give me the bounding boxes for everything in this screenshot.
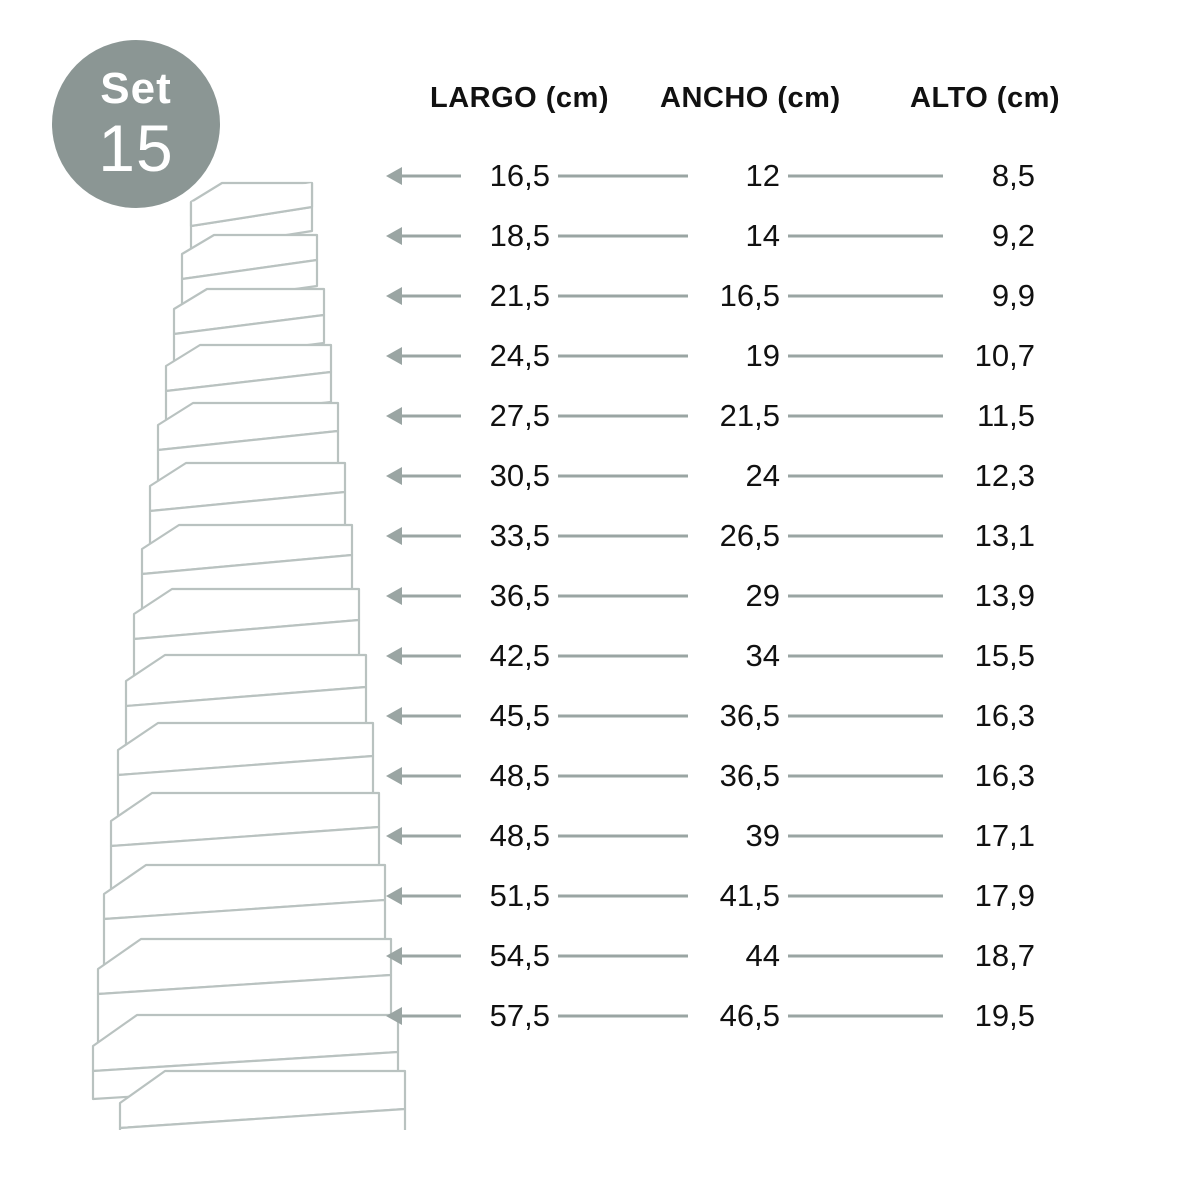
- table-row: [360, 806, 1180, 866]
- cell-largo: 21,5: [489, 278, 550, 313]
- cell-ancho: 46,5: [719, 998, 780, 1033]
- cell-largo: 48,5: [489, 758, 550, 793]
- connector-line-alto: [788, 475, 943, 478]
- cell-largo: 45,5: [489, 698, 550, 733]
- cell-largo: 51,5: [489, 878, 550, 913]
- cell-largo: 42,5: [489, 638, 550, 673]
- cell-ancho: 36,5: [719, 698, 780, 733]
- cell-ancho: 34: [745, 638, 780, 673]
- connector-line-ancho: [558, 1015, 688, 1018]
- connector-line-largo: [395, 475, 461, 478]
- table-row: [360, 326, 1180, 386]
- cell-ancho: 39: [745, 818, 780, 853]
- cell-alto: 11,5: [976, 398, 1035, 433]
- connector-line-ancho: [558, 715, 688, 718]
- cell-largo: 36,5: [489, 578, 550, 613]
- cell-alto: 13,1: [974, 518, 1035, 553]
- column-header-largo: LARGO (cm): [430, 82, 609, 114]
- connector-line-alto: [788, 775, 943, 778]
- cell-alto: 18,7: [974, 938, 1035, 973]
- connector-line-alto: [788, 355, 943, 358]
- connector-line-alto: [788, 955, 943, 958]
- connector-line-alto: [788, 235, 943, 238]
- cell-largo: 16,5: [489, 158, 550, 193]
- connector-line-ancho: [558, 775, 688, 778]
- connector-line-largo: [395, 895, 461, 898]
- connector-line-ancho: [558, 895, 688, 898]
- connector-line-ancho: [558, 415, 688, 418]
- connector-line-alto: [788, 895, 943, 898]
- connector-line-largo: [395, 415, 461, 418]
- connector-line-ancho: [558, 595, 688, 598]
- connector-line-ancho: [558, 235, 688, 238]
- connector-line-largo: [395, 775, 461, 778]
- table-row: [360, 446, 1180, 506]
- cell-alto: 17,1: [974, 818, 1035, 853]
- cell-alto: 9,9: [991, 278, 1035, 313]
- connector-line-alto: [788, 535, 943, 538]
- cell-alto: 9,2: [991, 218, 1035, 253]
- cell-largo: 30,5: [489, 458, 550, 493]
- connector-line-ancho: [558, 955, 688, 958]
- connector-line-largo: [395, 1015, 461, 1018]
- table-header-row: [360, 60, 1180, 120]
- connector-line-largo: [395, 175, 461, 178]
- connector-line-largo: [395, 355, 461, 358]
- connector-line-alto: [788, 715, 943, 718]
- cell-alto: 17,9: [974, 878, 1035, 913]
- connector-line-largo: [395, 655, 461, 658]
- cell-ancho: 29: [745, 578, 780, 613]
- connector-line-alto: [788, 1015, 943, 1018]
- table-row: [360, 866, 1180, 926]
- connector-line-largo: [395, 535, 461, 538]
- cell-ancho: 21,5: [719, 398, 780, 433]
- cell-ancho: 12: [745, 158, 780, 193]
- cell-alto: 8,5: [991, 158, 1035, 193]
- cell-ancho: 36,5: [719, 758, 780, 793]
- set-badge-label: Set: [100, 64, 172, 113]
- column-header-alto: ALTO (cm): [910, 82, 1061, 114]
- cell-largo: 54,5: [489, 938, 550, 973]
- connector-line-alto: [788, 655, 943, 658]
- connector-line-ancho: [558, 835, 688, 838]
- connector-line-alto: [788, 295, 943, 298]
- connector-line-ancho: [558, 355, 688, 358]
- cell-alto: 10,7: [974, 338, 1035, 373]
- table-row: [360, 386, 1180, 446]
- connector-line-largo: [395, 235, 461, 238]
- connector-line-largo: [395, 595, 461, 598]
- cell-ancho: 14: [745, 218, 780, 253]
- column-header-ancho: ANCHO (cm): [660, 82, 841, 114]
- connector-line-largo: [395, 715, 461, 718]
- cell-ancho: 16,5: [719, 278, 780, 313]
- table-row: [360, 506, 1180, 566]
- connector-line-alto: [788, 835, 943, 838]
- cell-largo: 24,5: [489, 338, 550, 373]
- connector-line-alto: [788, 595, 943, 598]
- connector-line-ancho: [558, 475, 688, 478]
- table-row: [360, 746, 1180, 806]
- table-row: [360, 566, 1180, 626]
- table-row: [360, 146, 1180, 206]
- cell-alto: 13,9: [974, 578, 1035, 613]
- set-badge-count: 15: [98, 111, 174, 185]
- connector-line-largo: [395, 835, 461, 838]
- cell-ancho: 24: [745, 458, 780, 493]
- table-row: [360, 626, 1180, 686]
- cell-largo: 48,5: [489, 818, 550, 853]
- table-row: [360, 206, 1180, 266]
- connector-line-largo: [395, 295, 461, 298]
- cell-alto: 19,5: [974, 998, 1035, 1033]
- connector-line-ancho: [558, 655, 688, 658]
- cell-ancho: 26,5: [719, 518, 780, 553]
- connector-line-alto: [788, 175, 943, 178]
- cell-ancho: 19: [745, 338, 780, 373]
- table-row: [360, 986, 1180, 1046]
- cell-largo: 33,5: [489, 518, 550, 553]
- table-row: [360, 266, 1180, 326]
- cell-ancho: 44: [745, 938, 780, 973]
- table-row: [360, 686, 1180, 746]
- cell-alto: 15,5: [974, 638, 1035, 673]
- cell-alto: 16,3: [974, 758, 1035, 793]
- table-row: [360, 926, 1180, 986]
- cell-ancho: 41,5: [719, 878, 780, 913]
- cell-largo: 18,5: [489, 218, 550, 253]
- connector-line-ancho: [558, 295, 688, 298]
- cell-alto: 12,3: [974, 458, 1035, 493]
- connector-line-largo: [395, 955, 461, 958]
- cell-largo: 57,5: [489, 998, 550, 1033]
- cell-largo: 27,5: [489, 398, 550, 433]
- connector-line-ancho: [558, 535, 688, 538]
- connector-line-alto: [788, 415, 943, 418]
- table-body: [360, 146, 1180, 1046]
- connector-line-ancho: [558, 175, 688, 178]
- cell-alto: 16,3: [974, 698, 1035, 733]
- dimensions-table: [360, 60, 1180, 1140]
